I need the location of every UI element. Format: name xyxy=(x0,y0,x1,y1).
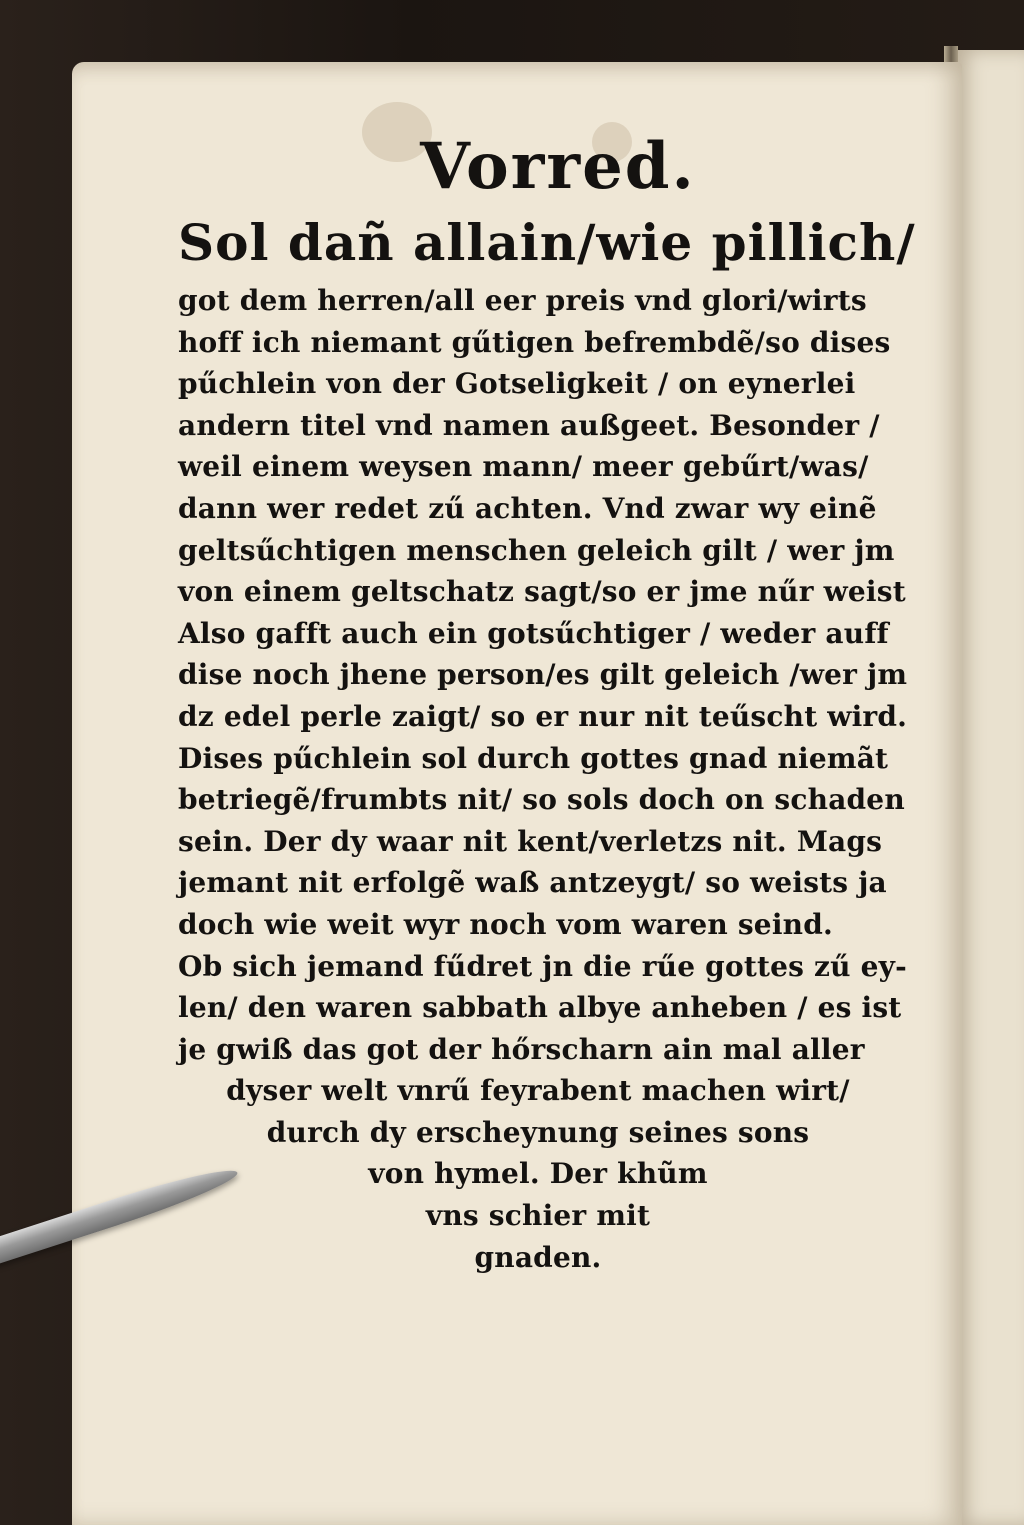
opening-line: Sol dañ allain/wie pillich/ xyxy=(178,213,916,272)
text-line: got dem herren/all eer preis vnd glori/wirts xyxy=(178,284,867,317)
text-line: dann wer redet zű achten. Vnd zwar wy einẽ xyxy=(178,491,877,525)
closing-line: durch dy erscheynung seines sons xyxy=(266,1115,810,1149)
text-line: dz edel perle zaigt/ so er nur nit teűscht wird. xyxy=(178,699,908,733)
text-line: Also gafft auch ein gotsűchtiger / weder auff xyxy=(178,616,889,650)
text-line: doch wie weit wyr noch vom waren seind. xyxy=(178,907,833,941)
closing-line: dyser welt vnrű feyrabent machen wirt/ xyxy=(226,1074,850,1108)
page-text xyxy=(178,128,916,1278)
text-line: jemant nit erfolgẽ waß antzeygt/ so weists ja xyxy=(178,866,887,900)
closing-line: von hymel. Der khũm xyxy=(368,1157,708,1191)
text-line: betriegẽ/frumbts nit/ so sols doch on schaden xyxy=(178,783,905,817)
text-line: andern titel vnd namen außgeet. Besonder / xyxy=(178,408,880,442)
facing-page-edge xyxy=(955,50,1024,1525)
text-line: hoff ich niemant gűtigen befrembdẽ/so dises xyxy=(178,325,891,359)
text-line: dise noch jhene person/es gilt geleich /wer jm xyxy=(178,658,908,692)
text-line: von einem geltschatz sagt/so er jme nűr weist xyxy=(178,575,906,609)
text-line: geltsűchtigen menschen geleich gilt / wer jm xyxy=(178,533,895,567)
closing-line: gnaden. xyxy=(474,1240,602,1274)
text-line: sein. Der dy waar nit kent/verletzs nit. Mags xyxy=(178,824,883,858)
text-line: je gwiß das got der hőrscharn ain mal aller xyxy=(178,1032,865,1066)
closing-line: vns schier mit xyxy=(425,1199,651,1233)
text-line: len/ den waren sabbath albye anheben / es ist xyxy=(178,991,902,1025)
text-line: weil einem weysen mann/ meer gebűrt/was/ xyxy=(178,450,869,484)
text-line: pűchlein von der Gotseligkeit / on eynerlei xyxy=(178,367,856,401)
page-heading: Vorred. xyxy=(420,129,696,204)
text-line: Ob sich jemand fűdret jn die rűe gottes zű ey- xyxy=(178,949,907,983)
text-line: Dises pűchlein sol durch gottes gnad niemãt xyxy=(178,741,889,775)
